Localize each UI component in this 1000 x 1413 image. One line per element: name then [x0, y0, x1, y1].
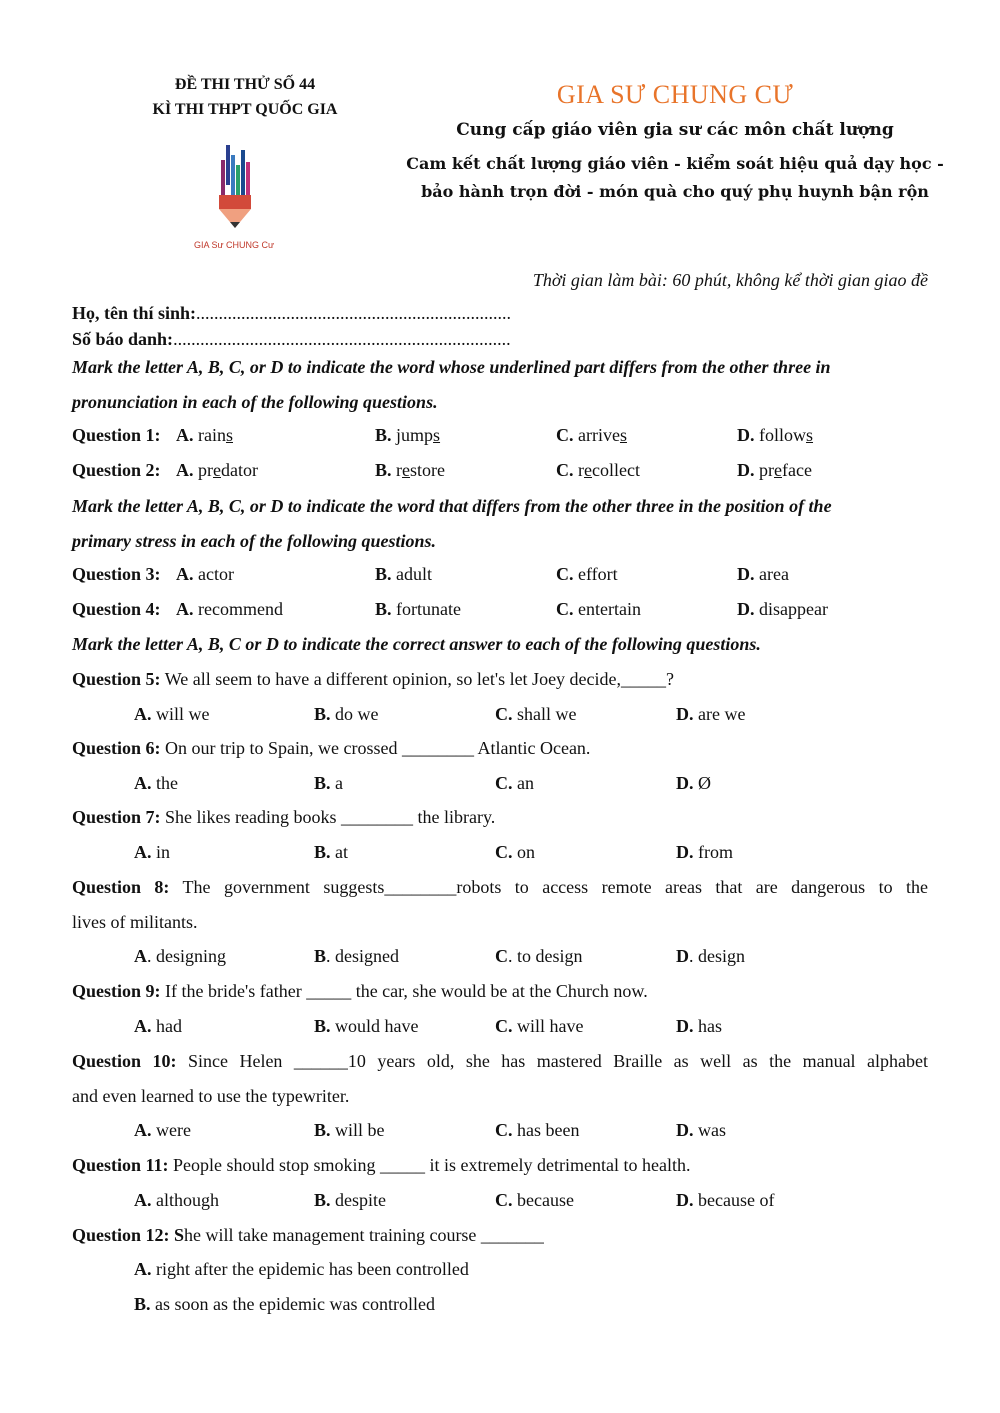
question-9-stem: [72, 981, 928, 1002]
option-d[interactable]: D. design: [676, 946, 745, 966]
question-text: People should stop smoking _____ it is extremely detrimental to health.: [173, 1155, 691, 1175]
option-d[interactable]: D. because of: [676, 1190, 775, 1210]
question-8-options: [72, 946, 928, 972]
option-d[interactable]: D. disappear: [737, 599, 828, 619]
instruction-line: Mark the letter A, B, C, or D to indicate the word that differs from the other three in the position of the: [72, 496, 832, 516]
option-d[interactable]: D. are we: [676, 704, 746, 724]
student-name-label: Họ, tên thí sinh:: [72, 303, 197, 323]
question-8-stem: [72, 877, 928, 898]
option-c[interactable]: C. arrives: [556, 425, 627, 445]
question-11-options: [72, 1190, 928, 1216]
question-7-stem: [72, 807, 928, 828]
exam-number: ĐỀ THI THỬ SỐ 44: [174, 76, 316, 93]
question-3: [72, 564, 928, 590]
question-8-stem-cont: lives of militants.: [72, 912, 198, 932]
option-b[interactable]: B. despite: [314, 1190, 387, 1210]
option-a[interactable]: A. designing: [134, 946, 226, 966]
question-label: Question 2:: [72, 460, 161, 480]
question-text: We all seem to have a different opinion, so let's let Joey decide,_____?: [164, 669, 675, 689]
question-5-stem: [72, 669, 928, 690]
pronunciation-instruction: [72, 350, 928, 420]
instruction-line: Mark the letter A, B, C, or D to indicate the word whose underlined part differs from the other three in: [72, 357, 831, 377]
option-c[interactable]: C. to design: [495, 946, 583, 966]
question-label: Question 5:: [72, 669, 161, 689]
option-b[interactable]: B. do we: [314, 704, 379, 724]
option-d[interactable]: D. has: [676, 1016, 722, 1036]
question-label: Question 9:: [72, 981, 161, 1001]
stress-instruction: [72, 489, 928, 559]
question-12-option-a-row: [72, 1259, 928, 1285]
question-10-stem-cont: and even learned to use the typewriter.: [72, 1086, 350, 1106]
option-d[interactable]: D. Ø: [676, 773, 711, 793]
instruction-line: pronunciation in each of the following questions.: [72, 392, 438, 412]
commitment-line-2: bảo hành trọn đời - món quà cho quý phụ huynh bận rộn: [421, 182, 929, 201]
question-5-options: [72, 704, 928, 730]
brand-commitment: [400, 150, 950, 206]
logo-text: GIA Sư CHUNG Cư: [194, 240, 275, 250]
commitment-line-1: Cam kết chất lượng giáo viên - kiểm soát hiệu quả dạy học -: [406, 154, 944, 173]
question-text: The government suggests________robots to access remote areas that are dangerous to the: [182, 877, 928, 897]
brand-tagline: Cung cấp giáo viên gia sư các môn chất lượng: [456, 120, 894, 140]
option-c[interactable]: C. recollect: [556, 460, 640, 480]
option-b[interactable]: B. will be: [314, 1120, 385, 1140]
correct-answer-instruction: Mark the letter A, B, C or D to indicate the correct answer to each of the following questions.: [72, 634, 761, 654]
question-6-stem: [72, 738, 928, 759]
question-1: [72, 425, 928, 451]
question-12-stem: [72, 1225, 928, 1246]
option-d[interactable]: D. area: [737, 564, 789, 584]
question-text: On our trip to Spain, we crossed ________ Atlantic Ocean.: [165, 738, 591, 758]
student-id-row: [72, 329, 928, 350]
option-c[interactable]: C. effort: [556, 564, 618, 584]
instruction-line: primary stress in each of the following questions.: [72, 531, 437, 551]
option-c[interactable]: C. will have: [495, 1016, 584, 1036]
exam-header: [110, 72, 380, 122]
option-c[interactable]: C. because: [495, 1190, 574, 1210]
question-10-options: [72, 1120, 928, 1146]
option-c[interactable]: C. shall we: [495, 704, 577, 724]
question-text: he will take management training course _______: [184, 1225, 544, 1245]
option-b[interactable]: B. jumps: [375, 425, 441, 445]
question-label: Question 12: S: [72, 1225, 185, 1245]
option-a[interactable]: A. recommend: [176, 599, 283, 619]
question-label: Question 1:: [72, 425, 161, 445]
question-label: Question 6:: [72, 738, 161, 758]
option-a[interactable]: A. had: [134, 1016, 182, 1036]
option-b[interactable]: B. restore: [375, 460, 446, 480]
option-a[interactable]: A. the: [134, 773, 178, 793]
question-7-options: [72, 842, 928, 868]
question-label: Question 8:: [72, 877, 170, 897]
question-label: Question 4:: [72, 599, 161, 619]
student-id-label: Số báo danh:: [72, 329, 174, 349]
option-c[interactable]: C. on: [495, 842, 535, 862]
option-a[interactable]: A. in: [134, 842, 171, 862]
option-b[interactable]: B. fortunate: [375, 599, 461, 619]
option-d[interactable]: D. was: [676, 1120, 726, 1140]
exam-name: KÌ THI THPT QUỐC GIA: [152, 101, 338, 118]
option-b[interactable]: B. designed: [314, 946, 399, 966]
question-11-stem: [72, 1155, 928, 1176]
question-4: [72, 599, 928, 625]
question-2: [72, 460, 928, 486]
pencil-logo-icon: [190, 140, 290, 255]
option-b[interactable]: B. would have: [314, 1016, 419, 1036]
option-d[interactable]: D. follows: [737, 425, 814, 445]
option-c[interactable]: C. has been: [495, 1120, 580, 1140]
option-b[interactable]: B. adult: [375, 564, 433, 584]
option-a[interactable]: A. although: [134, 1190, 219, 1210]
option-c[interactable]: C. entertain: [556, 599, 641, 619]
student-name-field[interactable]: ......................................................................: [196, 303, 512, 323]
exam-duration: Thời gian làm bài: 60 phút, không kể thời gian giao đề: [532, 270, 928, 290]
question-12-option-b-row: [72, 1294, 928, 1320]
option-d[interactable]: D. preface: [737, 460, 812, 480]
option-a[interactable]: A. right after the epidemic has been controlled: [134, 1259, 469, 1279]
option-a[interactable]: A. actor: [176, 564, 234, 584]
option-a[interactable]: A. were: [134, 1120, 191, 1140]
question-9-options: [72, 1016, 928, 1042]
option-a[interactable]: A. predator: [176, 460, 258, 480]
question-text: If the bride's father _____ the car, she would be at the Church now.: [165, 981, 648, 1001]
question-6-options: [72, 773, 928, 799]
student-name-row: [72, 303, 928, 324]
question-label: Question 10:: [72, 1051, 177, 1071]
brand-title: GIA SƯ CHUNG CƯ: [556, 80, 794, 109]
option-d[interactable]: D. from: [676, 842, 733, 862]
question-10-stem: [72, 1051, 928, 1072]
option-b[interactable]: B. a: [314, 773, 344, 793]
option-b[interactable]: B. at: [314, 842, 349, 862]
question-text: She likes reading books ________ the library.: [165, 807, 496, 827]
option-b[interactable]: B. as soon as the epidemic was controlled: [134, 1294, 435, 1314]
question-label: Question 7:: [72, 807, 161, 827]
student-id-field[interactable]: ...........................................................................: [173, 329, 511, 349]
question-text: Since Helen ______10 years old, she has mastered Braille as well as the manual alphabet: [187, 1051, 929, 1071]
option-a[interactable]: A. will we: [134, 704, 210, 724]
option-c[interactable]: C. an: [495, 773, 534, 793]
question-label: Question 11:: [72, 1155, 169, 1175]
question-label: Question 3:: [72, 564, 161, 584]
option-a[interactable]: A. rains: [176, 425, 233, 445]
